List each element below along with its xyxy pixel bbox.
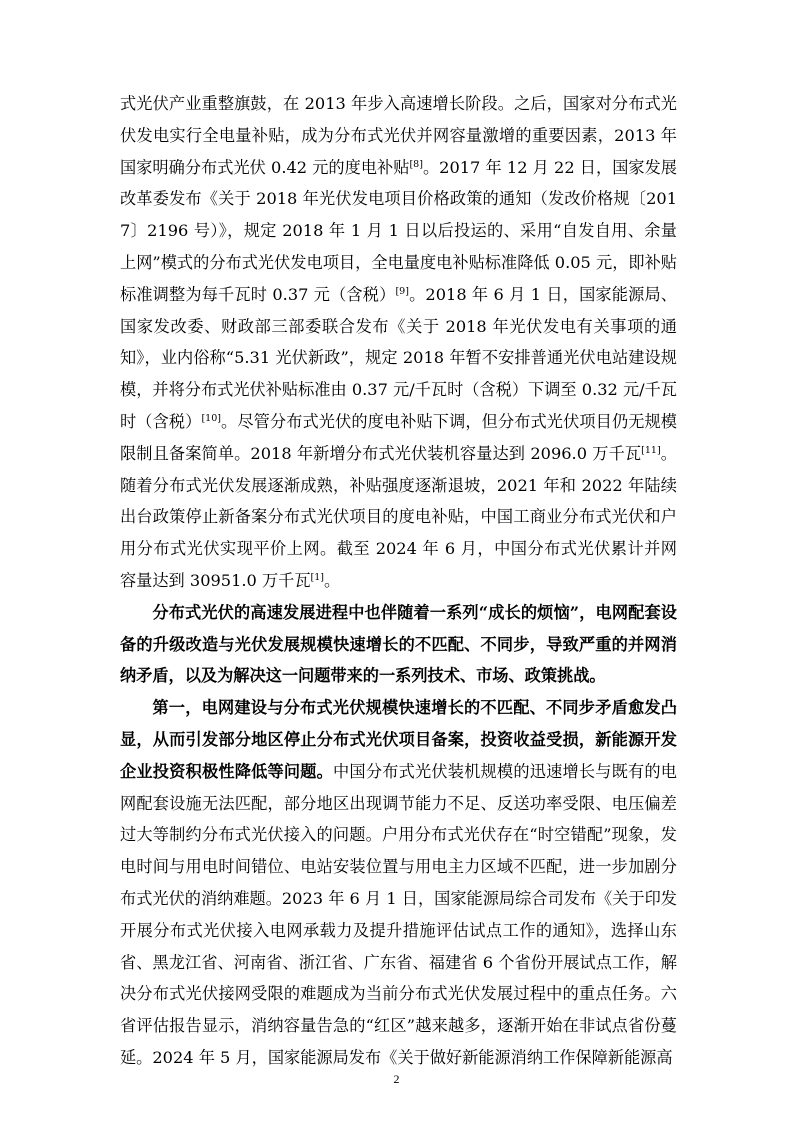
paragraph — [120, 88, 677, 597]
text-run: 。2018 年 6 月 1 日，国家能源局、国家发改委、财政部三部委联合发布《关于 2018 年光伏发电有关事项的通知》，业内俗称“5.31 光伏新政”，规定 2018 年暂不安排普通光伏电站建设规模，并将分布式光伏补贴标准由 0.37 元/千瓦时（含税）下调至 0.32 元/千瓦时（含税） — [120, 284, 677, 431]
citation-ref: [11] — [641, 444, 661, 456]
text-run: 。2017 年 12 月 22 日，国家发展改革委发布《关于 2018 年光伏发电项目价格政策的通知（发改价格规〔2017〕2196 号）》，规定 2018 年 1 月 1 日以后投运的、采用“自发自用、余量上网”模式的分布式光伏发电项目，全电量度电补贴标准降低 0.05 元，即补贴标准调整为每千瓦时 0.37 元（含税） — [120, 157, 677, 304]
citation-ref: [1] — [310, 571, 325, 583]
bold-text: 第一，电网建设与分布式光伏规模快速增长的不匹配、不同步矛盾愈发凸显，从而引发部分地区停止分布式光伏项目备案，投资收益受损，新能源开发企业投资积极性降低等问题。 — [120, 698, 677, 781]
citation-ref: [9] — [395, 285, 409, 297]
text-run: 中国分布式光伏装机规模的迅速增长与既有的电网配套设施无法匹配，部分地区出现调节能力不足、反送功率受限、电压偏差过大等制约分布式光伏接入的问题。户用分布式光伏存在“时空错配”现象，发电时间与用电时间错位、电站安装位置与用电主力区域不匹配，进一步加剧分布式光伏的消纳难题。2023 年 6 月 1 日，国家能源局综合司发布《关于印发开展分布式光伏接入电网承载力及提升措施评估试点工作的通知》，选择山东省、黑龙江省、河南省、浙江省、广东省、福建省 6 个省份开展试点工作，解决分布式光伏接网受限的难题成为当前分布式光伏发展过程中的重点任务。六省评估报告显示，消纳容量告急的“红区”越来越多，逐渐开始在非试点省份蔓延。2024 年 5 月，国家能源局发布《关于做好新能源消纳工作保障新能源高 — [120, 761, 677, 1067]
paragraph — [120, 692, 677, 1074]
body-text — [120, 88, 677, 1074]
citation-ref: [8] — [409, 158, 423, 170]
bold-text: 分布式光伏的高速发展进程中也伴随着一系列“成长的烦恼”，电网配套设备的升级改造与光伏发展规模快速增长的不匹配、不同步，导致严重的并网消纳矛盾，以及为解决这一问题带来的一系列技术、市场、政策挑战。 — [120, 602, 677, 686]
text-run: 。随着分布式光伏发展逐渐成熟，补贴强度逐渐退坡，2021 年和 2022 年陆续出台政策停止新备案分布式光伏项目的度电补贴，中国工商业分布式光伏和户用分布式光伏实现平价上网。截至 2024 年 6 月，中国分布式光伏累计并网容量达到 30951.0 万千瓦 — [120, 443, 677, 590]
text-run: 。尽管分布式光伏的度电补贴下调，但分布式光伏项目仍无规模限制且备案简单。2018 年新增分布式光伏装机容量达到 2096.0 万千瓦 — [120, 411, 677, 463]
text-run: 。 — [324, 570, 341, 590]
page-number: 2 — [393, 1072, 400, 1086]
paragraph — [120, 597, 677, 692]
citation-ref: [10] — [201, 412, 221, 424]
text-run: 式光伏产业重整旗鼓，在 2013 年步入高速增长阶段。之后，国家对分布式光伏发电实行全电量补贴，成为分布式光伏并网容量激增的重要因素，2013 年国家明确分布式光伏 0.42 元的度电补贴 — [120, 94, 677, 177]
